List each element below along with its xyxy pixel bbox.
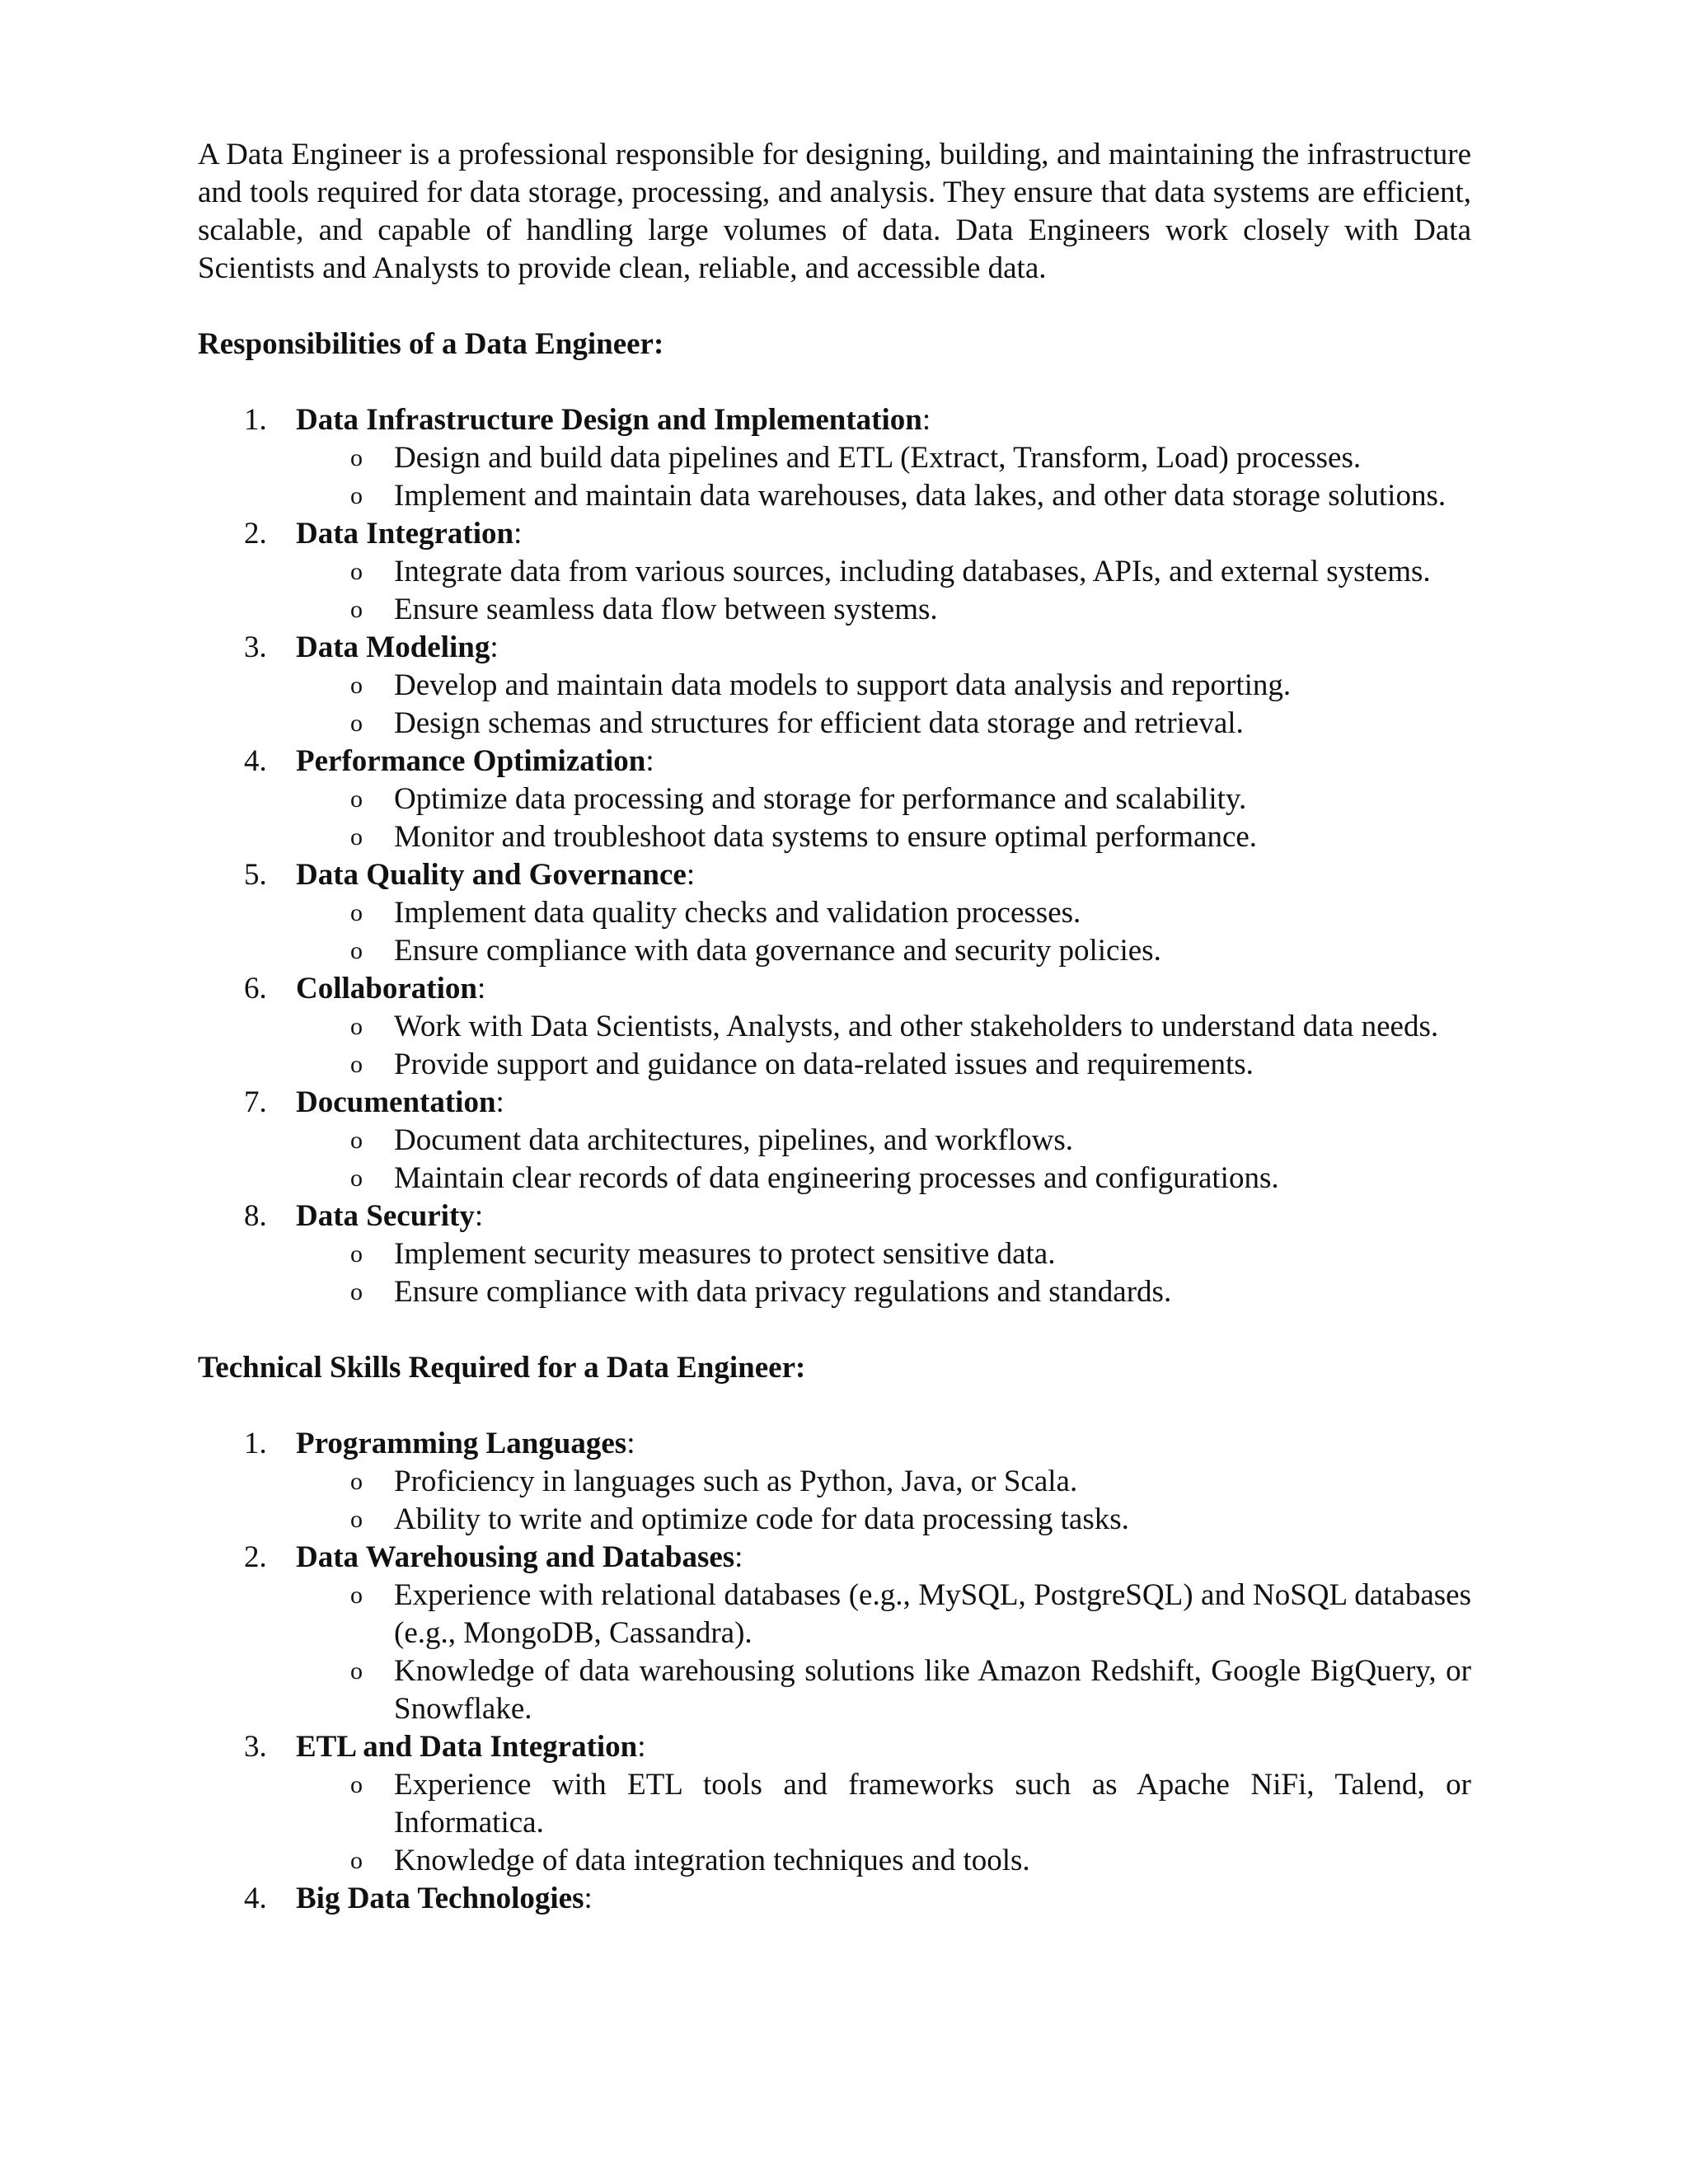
sub-list-item <box>198 780 1471 818</box>
responsibility-item-title: Data Quality and Governance <box>296 858 687 892</box>
sub-list-item <box>198 1046 1471 1084</box>
sub-list-text: Ensure compliance with data privacy regulations and standards. <box>394 1275 1172 1309</box>
skill-item-title: ETL and Data Integration <box>296 1730 638 1764</box>
title-colon: : <box>474 1199 484 1233</box>
list-number: 4. <box>244 1882 267 1915</box>
sub-list-text: Proficiency in languages such as Python, Java, or Scala. <box>394 1465 1078 1498</box>
responsibility-sub-list <box>296 1008 1471 1084</box>
list-number: 3. <box>244 1730 267 1764</box>
responsibility-sub-list <box>296 439 1471 515</box>
skill-item-heading <box>296 1425 1471 1463</box>
responsibility-item-heading <box>296 401 1471 439</box>
sub-list-text: Experience with ETL tools and frameworks such as Apache NiFi, Talend, or Informatica. <box>394 1768 1471 1840</box>
skills-list <box>198 1425 1471 1918</box>
skill-item <box>198 1539 1471 1728</box>
sub-list-text: Ensure seamless data flow between systems. <box>394 593 938 626</box>
responsibility-item-title: Data Security <box>296 1199 475 1233</box>
sub-list-item <box>198 932 1471 970</box>
sub-list-text: Implement security measures to protect sensitive data. <box>394 1237 1056 1271</box>
list-number: 8. <box>244 1199 267 1233</box>
list-number: 4. <box>244 744 267 778</box>
bullet-icon: o <box>350 672 363 699</box>
bullet-icon: o <box>350 1468 363 1495</box>
sub-list-item <box>198 591 1471 629</box>
bullet-icon: o <box>350 710 363 737</box>
sub-list-text: Ability to write and optimize code for data processing tasks. <box>394 1502 1129 1536</box>
sub-list-item <box>198 439 1471 477</box>
sub-list-item <box>198 1122 1471 1160</box>
title-colon: : <box>626 1427 635 1460</box>
skill-item-heading <box>296 1539 1471 1577</box>
bullet-icon: o <box>350 899 363 926</box>
sub-list-item <box>198 1008 1471 1046</box>
responsibility-item-heading <box>296 970 1471 1008</box>
responsibility-sub-list <box>296 667 1471 743</box>
sub-list-text: Design and build data pipelines and ETL (Extract, Transform, Load) processes. <box>394 441 1362 475</box>
responsibility-item <box>198 629 1471 743</box>
bullet-icon: o <box>350 1847 363 1874</box>
bullet-icon: o <box>350 558 363 585</box>
sub-list-item <box>198 1501 1471 1539</box>
bullet-icon: o <box>350 1051 363 1078</box>
responsibility-item-heading <box>296 1084 1471 1122</box>
skill-item <box>198 1880 1471 1918</box>
responsibility-item-heading <box>296 743 1471 780</box>
responsibility-item-heading <box>296 515 1471 553</box>
skill-item-heading <box>296 1880 1471 1918</box>
bullet-icon: o <box>350 823 363 851</box>
list-number: 5. <box>244 858 267 892</box>
title-colon: : <box>495 1085 504 1119</box>
responsibility-item <box>198 970 1471 1084</box>
sub-list-text: Provide support and guidance on data-related issues and requirements. <box>394 1047 1254 1081</box>
responsibility-item-heading <box>296 1197 1471 1235</box>
bullet-icon: o <box>350 937 363 964</box>
intro-paragraph: A Data Engineer is a professional responsible for designing, building, and maintaining the infrastructure and tools required for data storage, processing, and analysis. They ensure that data systems are efficient, scalable, and capable of handling large volumes of data. Data Engineers work closely with Data Scientists and Analysts to provide clean, reliable, and accessible data. <box>198 138 1471 285</box>
bullet-icon: o <box>350 1127 363 1154</box>
title-colon: : <box>686 858 696 892</box>
sub-list-text: Experience with relational databases (e.g., MySQL, PostgreSQL) and NoSQL databases (e.g., MongoDB, Cassandra). <box>394 1578 1471 1650</box>
title-colon: : <box>490 630 499 664</box>
skill-sub-list <box>296 1463 1471 1539</box>
title-colon: : <box>645 744 654 778</box>
sub-list-text: Implement and maintain data warehouses, data lakes, and other data storage solutions. <box>394 479 1447 513</box>
sub-list-item <box>198 818 1471 856</box>
bullet-icon: o <box>350 1013 363 1040</box>
sub-list-text: Work with Data Scientists, Analysts, and other stakeholders to understand data needs. <box>394 1010 1439 1043</box>
sub-list-item <box>198 1652 1471 1728</box>
list-number: 1. <box>244 403 267 437</box>
responsibility-item <box>198 743 1471 856</box>
responsibility-item-title: Data Modeling <box>296 630 490 664</box>
sub-list-item <box>198 705 1471 743</box>
sub-list-item <box>198 1766 1471 1842</box>
responsibility-item-title: Data Infrastructure Design and Implementation <box>296 403 922 437</box>
responsibility-item-heading <box>296 629 1471 667</box>
list-number: 3. <box>244 630 267 664</box>
skill-sub-list <box>296 1766 1471 1880</box>
responsibility-item-title: Documentation <box>296 1085 496 1119</box>
sub-list-text: Monitor and troubleshoot data systems to ensure optimal performance. <box>394 820 1258 854</box>
responsibility-item-title: Performance Optimization <box>296 744 646 778</box>
title-colon: : <box>921 403 931 437</box>
responsibility-item <box>198 515 1471 629</box>
sub-list-item <box>198 477 1471 515</box>
title-colon: : <box>637 1730 646 1764</box>
bullet-icon: o <box>350 1240 363 1268</box>
sub-list-text: Ensure compliance with data governance and security policies. <box>394 934 1161 968</box>
responsibility-item-title: Data Integration <box>296 517 514 551</box>
sub-list-item <box>198 1577 1471 1652</box>
list-number: 1. <box>244 1427 267 1460</box>
sub-list-text: Knowledge of data integration techniques and tools. <box>394 1844 1030 1877</box>
sub-list-item <box>198 667 1471 705</box>
sub-list-text: Develop and maintain data models to support data analysis and reporting. <box>394 668 1292 702</box>
skill-item-title: Data Warehousing and Databases <box>296 1540 735 1574</box>
responsibility-item-title: Collaboration <box>296 972 477 1005</box>
bullet-icon: o <box>350 785 363 813</box>
sub-list-item <box>198 1273 1471 1311</box>
sub-list-text: Document data architectures, pipelines, and workflows. <box>394 1123 1074 1157</box>
skill-item <box>198 1728 1471 1880</box>
responsibility-sub-list <box>296 780 1471 856</box>
responsibility-sub-list <box>296 553 1471 629</box>
sub-list-item <box>198 1463 1471 1501</box>
list-number: 7. <box>244 1085 267 1119</box>
responsibility-sub-list <box>296 1122 1471 1197</box>
responsibilities-list <box>198 401 1471 1311</box>
skill-item-title: Programming Languages <box>296 1427 627 1460</box>
bullet-icon: o <box>350 1165 363 1192</box>
responsibility-item <box>198 401 1471 515</box>
document-page <box>198 136 1471 1918</box>
responsibility-item <box>198 856 1471 970</box>
skill-item-heading <box>296 1728 1471 1766</box>
sub-list-text: Maintain clear records of data engineering processes and configurations. <box>394 1161 1279 1195</box>
bullet-icon: o <box>350 596 363 623</box>
title-colon: : <box>584 1882 593 1915</box>
responsibility-item-heading <box>296 856 1471 894</box>
skill-sub-list <box>296 1577 1471 1728</box>
bullet-icon: o <box>350 1278 363 1305</box>
bullet-icon: o <box>350 1506 363 1533</box>
sub-list-text: Design schemas and structures for efficient data storage and retrieval. <box>394 706 1244 740</box>
title-colon: : <box>476 972 486 1005</box>
bullet-icon: o <box>350 1657 363 1685</box>
skills-heading: Technical Skills Required for a Data Engineer: <box>198 1351 806 1385</box>
responsibility-item <box>198 1197 1471 1311</box>
bullet-icon: o <box>350 482 363 509</box>
sub-list-text: Optimize data processing and storage for performance and scalability. <box>394 782 1247 816</box>
responsibility-sub-list <box>296 1235 1471 1311</box>
list-number: 2. <box>244 1540 267 1574</box>
sub-list-item <box>198 1842 1471 1880</box>
sub-list-text: Integrate data from various sources, including databases, APIs, and external systems. <box>394 555 1431 588</box>
bullet-icon: o <box>350 1582 363 1609</box>
title-colon: : <box>513 517 523 551</box>
sub-list-text: Implement data quality checks and validation processes. <box>394 896 1081 930</box>
bullet-icon: o <box>350 444 363 471</box>
list-number: 6. <box>244 972 267 1005</box>
sub-list-item <box>198 894 1471 932</box>
list-number: 2. <box>244 517 267 551</box>
skill-item-title: Big Data Technologies <box>296 1882 584 1915</box>
sub-list-item <box>198 1235 1471 1273</box>
sub-list-item <box>198 553 1471 591</box>
sub-list-item <box>198 1160 1471 1197</box>
responsibility-item <box>198 1084 1471 1197</box>
sub-list-text: Knowledge of data warehousing solutions like Amazon Redshift, Google BigQuery, or Snowflake. <box>394 1654 1471 1726</box>
title-colon: : <box>734 1540 743 1574</box>
responsibility-sub-list <box>296 894 1471 970</box>
responsibilities-heading: Responsibilities of a Data Engineer: <box>198 327 664 361</box>
bullet-icon: o <box>350 1771 363 1798</box>
skill-item <box>198 1425 1471 1539</box>
